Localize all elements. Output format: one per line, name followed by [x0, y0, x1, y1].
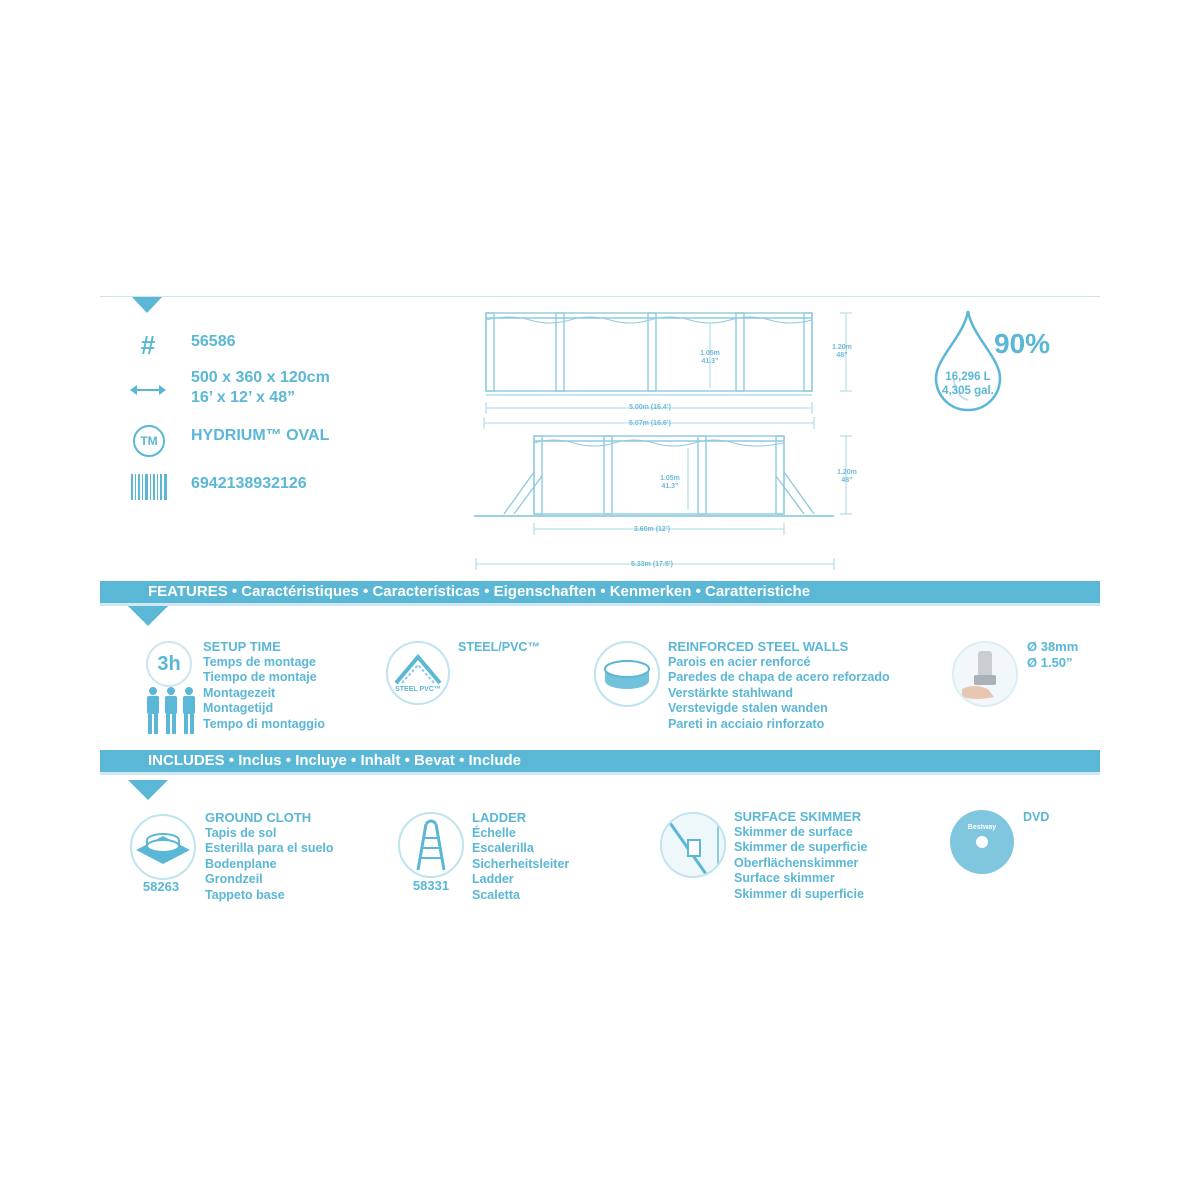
pool-end-view: [474, 436, 852, 570]
trademark-icon: TM: [133, 425, 165, 457]
capacity-percent: 90%: [994, 328, 1051, 359]
capacity-liters: 16,296 L: [945, 371, 991, 383]
steel-wall-icon: [594, 641, 660, 707]
people-icon: [144, 686, 198, 736]
steel-pvc-badge: STEEL PVC™: [395, 686, 441, 693]
pool-side-view: [484, 313, 852, 429]
setup-time-text: SETUP TIME Temps de montage Tiempo de montaje Montagezeit Montagetijd Tempo di montaggio: [203, 639, 325, 731]
size-metric: 500 x 360 x 120cm: [191, 369, 330, 386]
top-height-label: 1.20m: [832, 344, 852, 351]
top-height-label-in: 48”: [836, 352, 848, 359]
capacity-gallons: 4,305 gal.: [942, 385, 994, 397]
top-water-label: 1.05m: [700, 350, 720, 357]
bottom-height-label: 1.20m: [837, 469, 857, 476]
top-divider: [100, 296, 1100, 297]
dvd-disc-text: Bestway: [967, 824, 997, 831]
features-pointer: [128, 606, 168, 626]
setup-time-icon: 3h: [146, 641, 192, 687]
ladder-text: LADDER Échelle Escalerilla Sicherheitsleiter Ladder Scaletta: [472, 810, 570, 902]
product-name: HYDRIUM™ OVAL: [191, 427, 330, 444]
top-length-inner: 5.00m (16.4’): [628, 404, 672, 411]
bottom-water-label-in: 41.3”: [661, 483, 679, 490]
skimmer-icon: [660, 812, 726, 878]
dvd-icon: [950, 810, 1014, 874]
includes-pointer: [128, 780, 168, 800]
reinforced-walls-text: REINFORCED STEEL WALLS Parois en acier renforcé Paredes de chapa de acero reforzado Verstärkte stahlwand Verstevigde stalen wanden Pareti in acciaio rinforzato: [668, 639, 890, 731]
number-icon: #: [140, 330, 156, 360]
ladder-code: 58331: [412, 878, 450, 893]
barcode-number: 6942138932126: [191, 475, 307, 492]
features-header-underline: [100, 603, 1100, 606]
barcode-icon: [131, 474, 167, 505]
capacity-volume: [936, 370, 1000, 398]
skimmer-text: SURFACE SKIMMER Skimmer de surface Skimmer de superficie Oberflächenskimmer Surface skimmer Skimmer di superficie: [734, 809, 868, 901]
bottom-water-label: 1.05m: [660, 475, 680, 482]
top-length-outer: 5.07m (16.6’): [628, 420, 672, 427]
features-header: FEATURES • Caractéristiques • Características • Eigenschaften • Kenmerken • Caratteristiche: [100, 581, 1100, 603]
model-number: 56586: [191, 333, 236, 350]
steel-pvc-icon: [386, 641, 450, 705]
includes-header-underline: [100, 772, 1100, 775]
ladder-icon: [398, 812, 464, 878]
top-water-label-in: 41.3”: [701, 358, 719, 365]
water-drop-icon: [928, 308, 1008, 414]
bottom-width-outer: 5.33m (17.5’): [630, 561, 674, 568]
top-pointer: [132, 297, 162, 313]
pool-diagram: [470, 300, 870, 580]
steel-pvc-label: STEEL/PVC™: [458, 640, 540, 654]
bottom-width-inner: 3.60m (12’): [633, 526, 671, 533]
dvd-label: DVD: [1023, 810, 1050, 824]
hose-diameter-text: Ø 38mm Ø 1.50”: [1027, 639, 1079, 670]
includes-header: INCLUDES • Inclus • Incluye • Inhalt • Bevat • Include: [100, 750, 1100, 772]
ground-cloth-text: GROUND CLOTH Tapis de sol Esterilla para el suelo Bodenplane Grondzeil Tappeto base: [205, 810, 334, 902]
ground-cloth-code: 58263: [142, 879, 180, 894]
hose-connector-icon: [952, 641, 1018, 707]
bottom-height-label-in: 48”: [841, 477, 853, 484]
dimensions-arrow-icon: [130, 383, 166, 402]
size-imperial: 16’ x 12’ x 48”: [191, 389, 296, 406]
ground-cloth-icon: [130, 814, 196, 880]
